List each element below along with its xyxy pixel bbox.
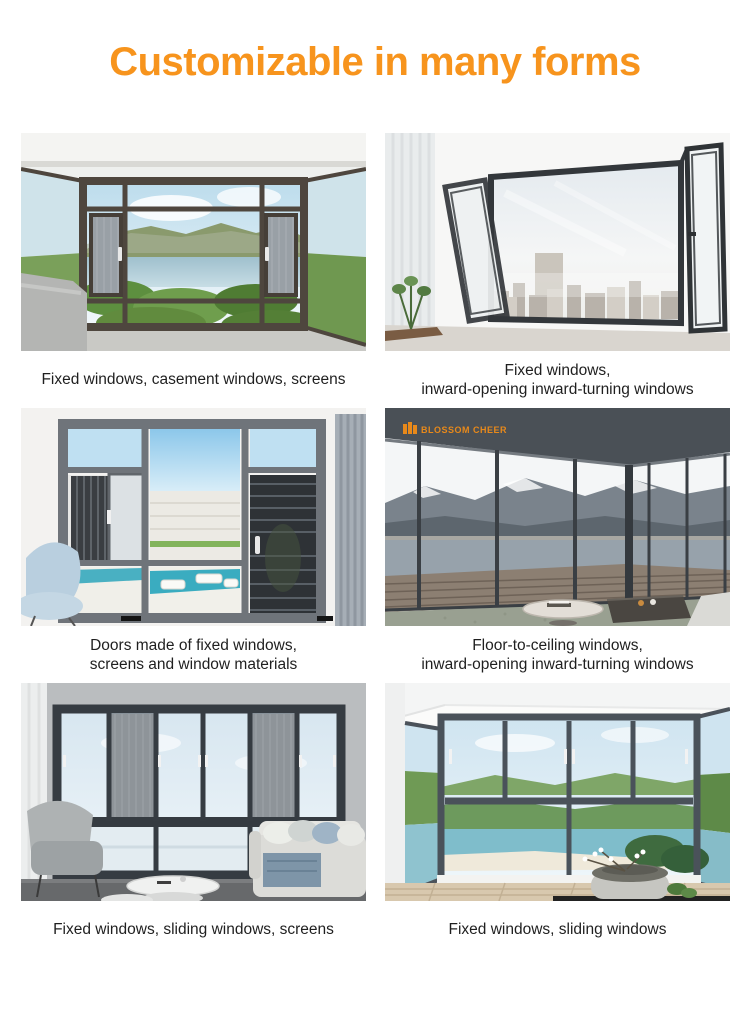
product-photo-fixed-window-doors [21, 408, 366, 626]
caption-line-1: Fixed windows, sliding windows, screens [53, 921, 334, 938]
product-photo-sliding-windows [385, 683, 730, 901]
product-photo-casement-windows [21, 133, 366, 351]
watermark-text: BLOSSOM CHEER [421, 425, 508, 435]
product-caption [385, 626, 730, 683]
product-grid [0, 88, 750, 958]
product-card [385, 133, 730, 408]
caption-line-1: Fixed windows, sliding windows [448, 921, 667, 938]
product-caption [385, 351, 730, 408]
product-photo-inward-turning-windows [385, 133, 730, 351]
product-caption [21, 901, 366, 958]
product-photo-floor-to-ceiling-windows [385, 408, 730, 626]
caption-line-1: Fixed windows, [504, 361, 611, 379]
product-caption [21, 626, 366, 683]
caption-line-2: screens and window materials [89, 655, 298, 673]
product-caption [21, 351, 366, 408]
product-card [385, 408, 730, 683]
page-title: Customizable in many forms [109, 40, 641, 84]
product-card [385, 683, 730, 958]
product-card [21, 683, 366, 958]
caption-line-2: inward-opening inward-turning windows [421, 655, 694, 673]
caption-line-2: inward-opening inward-turning windows [421, 380, 694, 398]
product-caption [385, 901, 730, 958]
product-card [21, 133, 366, 408]
caption-line-1: Fixed windows, casement windows, screens [41, 371, 346, 388]
product-photo-sliding-windows-screens [21, 683, 366, 901]
product-card [21, 408, 366, 683]
caption-line-1: Doors made of fixed windows, [90, 636, 297, 654]
caption-line-1: Floor-to-ceiling windows, [472, 636, 643, 654]
